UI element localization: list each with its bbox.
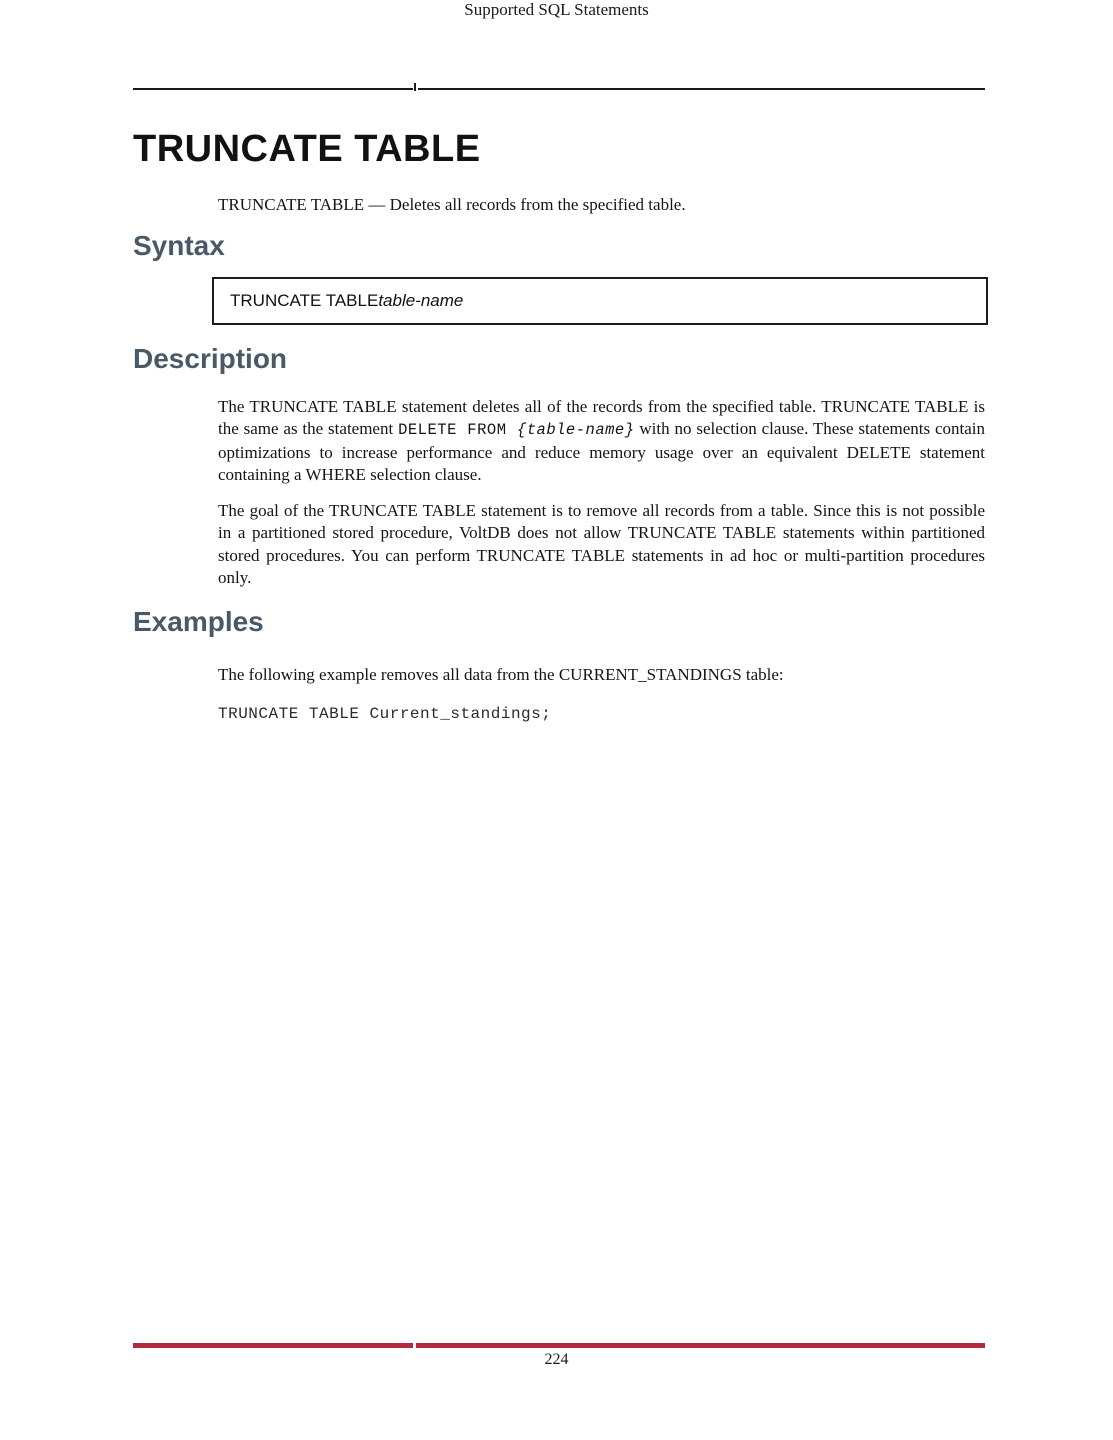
page-number: 224 <box>544 1351 569 1368</box>
example-code-block: TRUNCATE TABLE Current_standings; <box>218 705 552 723</box>
header-rule-left <box>133 88 413 90</box>
description-paragraph-2: The goal of the TRUNCATE TABLE statement is to remove all records from a table. Since this is not possible in a partitioned stored procedure, VoltDB does not allow TRUNCATE TABLE statements within partitioned stored procedures. You can perform TRUNCATE TABLE statements in ad hoc or multi-partition procedures only. <box>218 501 985 588</box>
section-heading-syntax: Syntax <box>133 230 225 261</box>
paragraph-text-before-code: The TRUNCATE TABLE statement deletes all of the records from the specified table. TRUNCATE TABLE is the same as the statement <box>218 397 985 439</box>
section-heading-description: Description <box>133 343 288 374</box>
syntax-placeholder: table-name <box>378 291 464 310</box>
article-abstract: TRUNCATE TABLE — Deletes all records from the specified table. <box>218 195 686 214</box>
running-head-title: Supported SQL Statements <box>464 0 649 19</box>
syntax-keyword: TRUNCATE TABLE <box>230 291 379 310</box>
header-rule-right <box>418 88 985 90</box>
description-paragraph-1 <box>218 396 985 487</box>
section-heading-examples: Examples <box>133 606 264 637</box>
paragraph-text-after-code: with no selection clause. These statements contain optimizations to increase performance and reduce memory usage over an equivalent DELETE statement containing a WHERE selection clause. <box>218 419 986 485</box>
footer-rule-left <box>133 1343 413 1348</box>
inline-code-variable: {table-name} <box>516 421 635 440</box>
footer-rule-right <box>416 1343 985 1348</box>
syntax-box <box>212 277 988 325</box>
examples-intro: The following example removes all data from the CURRENT_STANDINGS table: <box>218 665 784 684</box>
article-title: TRUNCATE TABLE <box>133 128 481 170</box>
inline-code: DELETE FROM <box>398 421 517 440</box>
header-rule-tick <box>414 83 416 91</box>
